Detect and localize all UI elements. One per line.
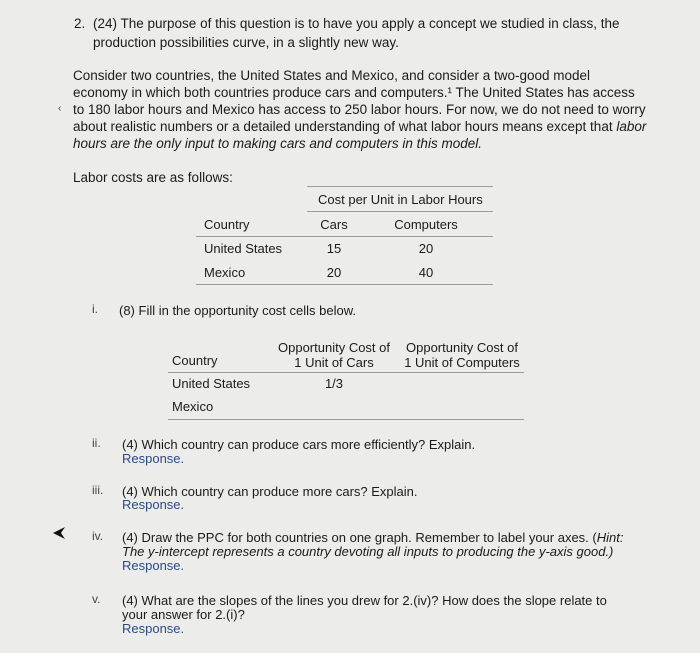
context-line2: economy in which both countries produce cars and computers.¹ The United States has access (73, 85, 635, 100)
labor-row-us-country: United States (204, 241, 283, 256)
labor-header-cars: Cars (320, 217, 348, 232)
opp-header-computers-line2: 1 Unit of Computers (404, 355, 520, 370)
labor-row-us-computers: 20 (418, 241, 434, 256)
part-v-numeral: v. (92, 592, 101, 606)
part-iv-hint-label: Hint: (596, 530, 624, 545)
labor-costs-intro: Labor costs are as follows: (73, 170, 233, 185)
labor-table-group-rule (307, 211, 493, 212)
context-line4 (73, 118, 646, 135)
caret-mark-icon: ‹ (58, 103, 62, 114)
labor-header-computers: Computers (394, 217, 458, 232)
part-iii-numeral: iii. (92, 483, 104, 497)
context-line1: Consider two countries, the United States and Mexico, and consider a two-good model (73, 68, 591, 83)
labor-row-mx-cars: 20 (326, 265, 342, 280)
part-v-question-line2: your answer for 2.(i)? (122, 607, 245, 622)
part-iv-hint: The y-intercept represents a country devoting all inputs to producing the y-axis good.) (122, 544, 614, 559)
opp-header-computers-line1: Opportunity Cost of (406, 340, 518, 355)
opp-header-country: Country (172, 353, 218, 368)
part-iv-response[interactable]: Response. (122, 558, 185, 573)
opp-header-computers (400, 340, 524, 370)
opp-row-us-country: United States (172, 376, 251, 391)
part-v-response[interactable]: Response. (122, 621, 185, 636)
part-ii-question: (4) Which country can produce cars more efficiently? Explain. (122, 437, 476, 452)
part-i-numeral: i. (92, 302, 98, 316)
opp-row-mx-country: Mexico (172, 399, 214, 414)
opp-table-header-rule (168, 372, 524, 373)
question-number: 2. (74, 16, 86, 31)
part-iii-response[interactable]: Response. (122, 497, 185, 512)
opp-header-cars (278, 340, 390, 370)
question-intro-line2: production possibilities curve, in a slightly new way. (93, 35, 399, 50)
labor-table-top-rule (307, 186, 493, 187)
labor-header-country: Country (204, 217, 250, 232)
mouse-pointer-icon (52, 526, 68, 540)
labor-row-mx-computers: 40 (418, 265, 434, 280)
part-ii-response[interactable]: Response. (122, 451, 185, 466)
part-iv-question-text: (4) Draw the PPC for both countries on one graph. Remember to label your axes. ( (122, 530, 597, 545)
part-ii-numeral: ii. (92, 436, 101, 450)
part-i-prompt: (8) Fill in the opportunity cost cells below. (119, 303, 356, 318)
opp-row-us-cars[interactable]: 1/3 (324, 376, 344, 391)
question-intro-line1: (24) The purpose of this question is to have you apply a concept we studied in class, the (93, 16, 620, 31)
context-line4-italic: labor (616, 119, 647, 134)
part-iii-question: (4) Which country can produce more cars? Explain. (122, 484, 418, 499)
context-line4-text: about realistic numbers or a detailed understanding of what labor hours means except that (73, 119, 617, 134)
labor-table-group-header: Cost per Unit in Labor Hours (318, 192, 483, 207)
part-v-question-line1: (4) What are the slopes of the lines you drew for 2.(iv)? How does the slope relate to (122, 593, 607, 608)
context-line5: hours are the only input to making cars and computers in this model. (73, 136, 482, 151)
opp-header-cars-line1: Opportunity Cost of (278, 340, 390, 355)
opp-header-cars-line2: 1 Unit of Cars (294, 355, 374, 370)
context-line3: to 180 labor hours and Mexico has access to 250 labor hours. For now, we do not need to worry (73, 102, 646, 117)
opp-table-bottom-rule (168, 419, 524, 420)
labor-row-us-cars: 15 (326, 241, 342, 256)
labor-table-header-rule (196, 236, 493, 237)
labor-row-mx-country: Mexico (204, 265, 246, 280)
part-iv-numeral: iv. (92, 529, 104, 543)
labor-table-bottom-rule (196, 284, 493, 285)
